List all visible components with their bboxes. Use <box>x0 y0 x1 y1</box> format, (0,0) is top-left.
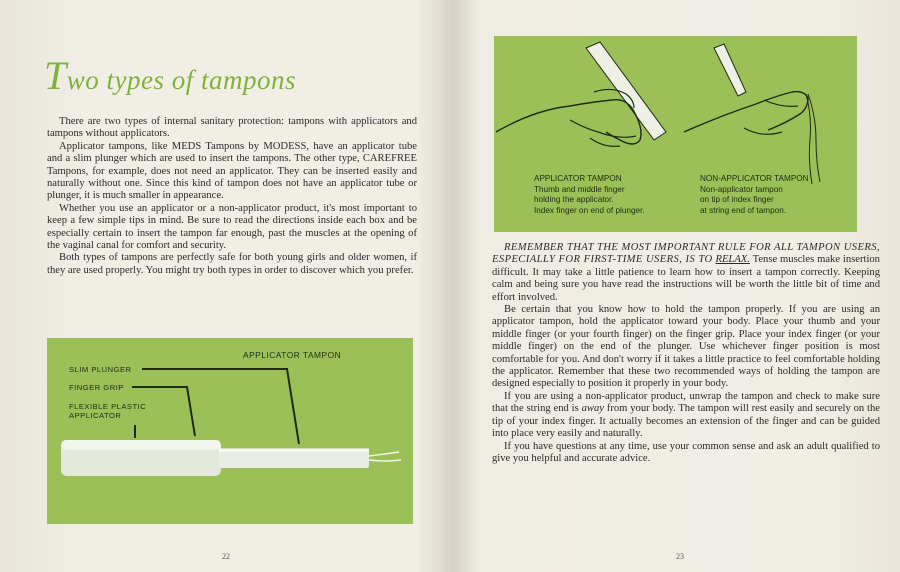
applicator-hand-drawing <box>496 42 666 146</box>
label-slim-plunger: SLIM PLUNGER <box>69 365 132 374</box>
caption-heading: APPLICATOR TAMPON <box>534 174 622 183</box>
emphasis-lead: REMEMBER THAT THE MOST IMPORTANT RULE FOR ALL TAMPON USERS, ESPECIALLY FOR FIRST-TIME USERS, IS TO <box>492 242 880 266</box>
applicator-diagram <box>47 338 413 524</box>
emphasis-word: RELAX. <box>715 254 750 266</box>
tampon-drawing <box>47 338 413 524</box>
label-finger-grip: FINGER GRIP <box>69 383 124 392</box>
non-applicator-caption <box>700 174 809 216</box>
paragraph: Both types of tampons are perfectly safe for both young girls and older women, if they are used properly. You might try both types in order to discover which you prefer. <box>47 252 417 276</box>
paragraph-part: If you are using a non-applicator product, unwrap the tampon and check to make sure that the string end is <box>492 390 880 415</box>
caption-line: Index finger on end of plunger. <box>534 205 645 215</box>
caption-heading: NON-APPLICATOR TAMPON <box>700 174 809 183</box>
paragraph-part: from your body. The tampon will rest easily and securely on the tip of your index finger. It actually becomes an extension of the finger and can be guided into place very easily and naturally. <box>492 403 880 440</box>
paragraph <box>492 242 880 304</box>
label-flexible-plastic: FLEXIBLE PLASTIC <box>69 402 147 411</box>
leader-line <box>132 387 195 436</box>
page-title <box>44 52 296 99</box>
applicator-caption <box>534 174 645 216</box>
hand-illustration <box>494 36 857 232</box>
caption-line: Thumb and middle finger <box>534 184 625 194</box>
string <box>369 460 401 461</box>
plunger <box>219 449 369 468</box>
label-applicator-tampon: APPLICATOR TAMPON <box>243 350 342 360</box>
left-body-text <box>47 116 417 277</box>
caption-line: holding the applicator. <box>534 195 614 205</box>
page-number: 23 <box>676 552 684 561</box>
paragraph: Be certain that you know how to hold the tampon properly. If you are using an applicator tampon, hold the applicator toward your body. Place your thumb and your middle finger (or your fourth finger) on the finger grip. Place your index finger (or your middle finger) on the end of the plunger. Use whichever finger position is most comfortable for you. And don't worry if it takes a little practice to feel comfortable holding the applicator. Remember that these two recommended ways of holding the tampon are designed especially to position it properly in your body. <box>492 304 880 390</box>
label-applicator: APPLICATOR <box>69 411 122 420</box>
paragraph <box>492 391 880 441</box>
applicator-highlight <box>61 440 221 450</box>
paragraph-rest: Tense muscles make insertion difficult. It may take a little patience to learn how to insert a tampon correctly. Keeping calm and being sure you have read the instructions will be worth the little bit of time and effort involved. <box>492 254 880 303</box>
string <box>369 452 399 456</box>
paragraph: Whether you use an applicator or a non-applicator product, it's most important to keep a few simple tips in mind. Be sure to read the directions inside each box and be especially certain to insert the tampon far enough, past the muscles at the opening of the vaginal canal for comfort and security. <box>47 202 417 252</box>
leader-line <box>142 369 299 444</box>
page-number: 22 <box>222 552 230 561</box>
title-rest: wo types of tampons <box>66 65 296 95</box>
paragraph: There are two types of internal sanitary protection: tampons with applicators and tampons without applicators. <box>47 116 417 140</box>
non-applicator-hand-drawing <box>684 44 820 184</box>
emphasis-away: away <box>581 403 604 415</box>
paragraph: Applicator tampons, like MEDS Tampons by MODESS, have an applicator tube and a slim plunger which are used to insert the tampons. The other type, CAREFREE Tampons, for example, does not need an applicator. They can be inserted easily and naturally without one. Since this kind of tampon does not have an applicator tube or plunger, it is much smaller in appearance. <box>47 140 417 202</box>
paragraph: If you have questions at any time, use your common sense and ask an adult qualified to give you helpful and accurate advice. <box>492 440 880 464</box>
right-page <box>452 0 900 572</box>
title-initial: T <box>44 53 67 98</box>
right-body-text <box>492 242 880 465</box>
caption-line: at string end of tampon. <box>700 205 787 215</box>
caption-line: on tip of index finger <box>700 195 774 205</box>
caption-line: Non-applicator tampon <box>700 184 783 194</box>
